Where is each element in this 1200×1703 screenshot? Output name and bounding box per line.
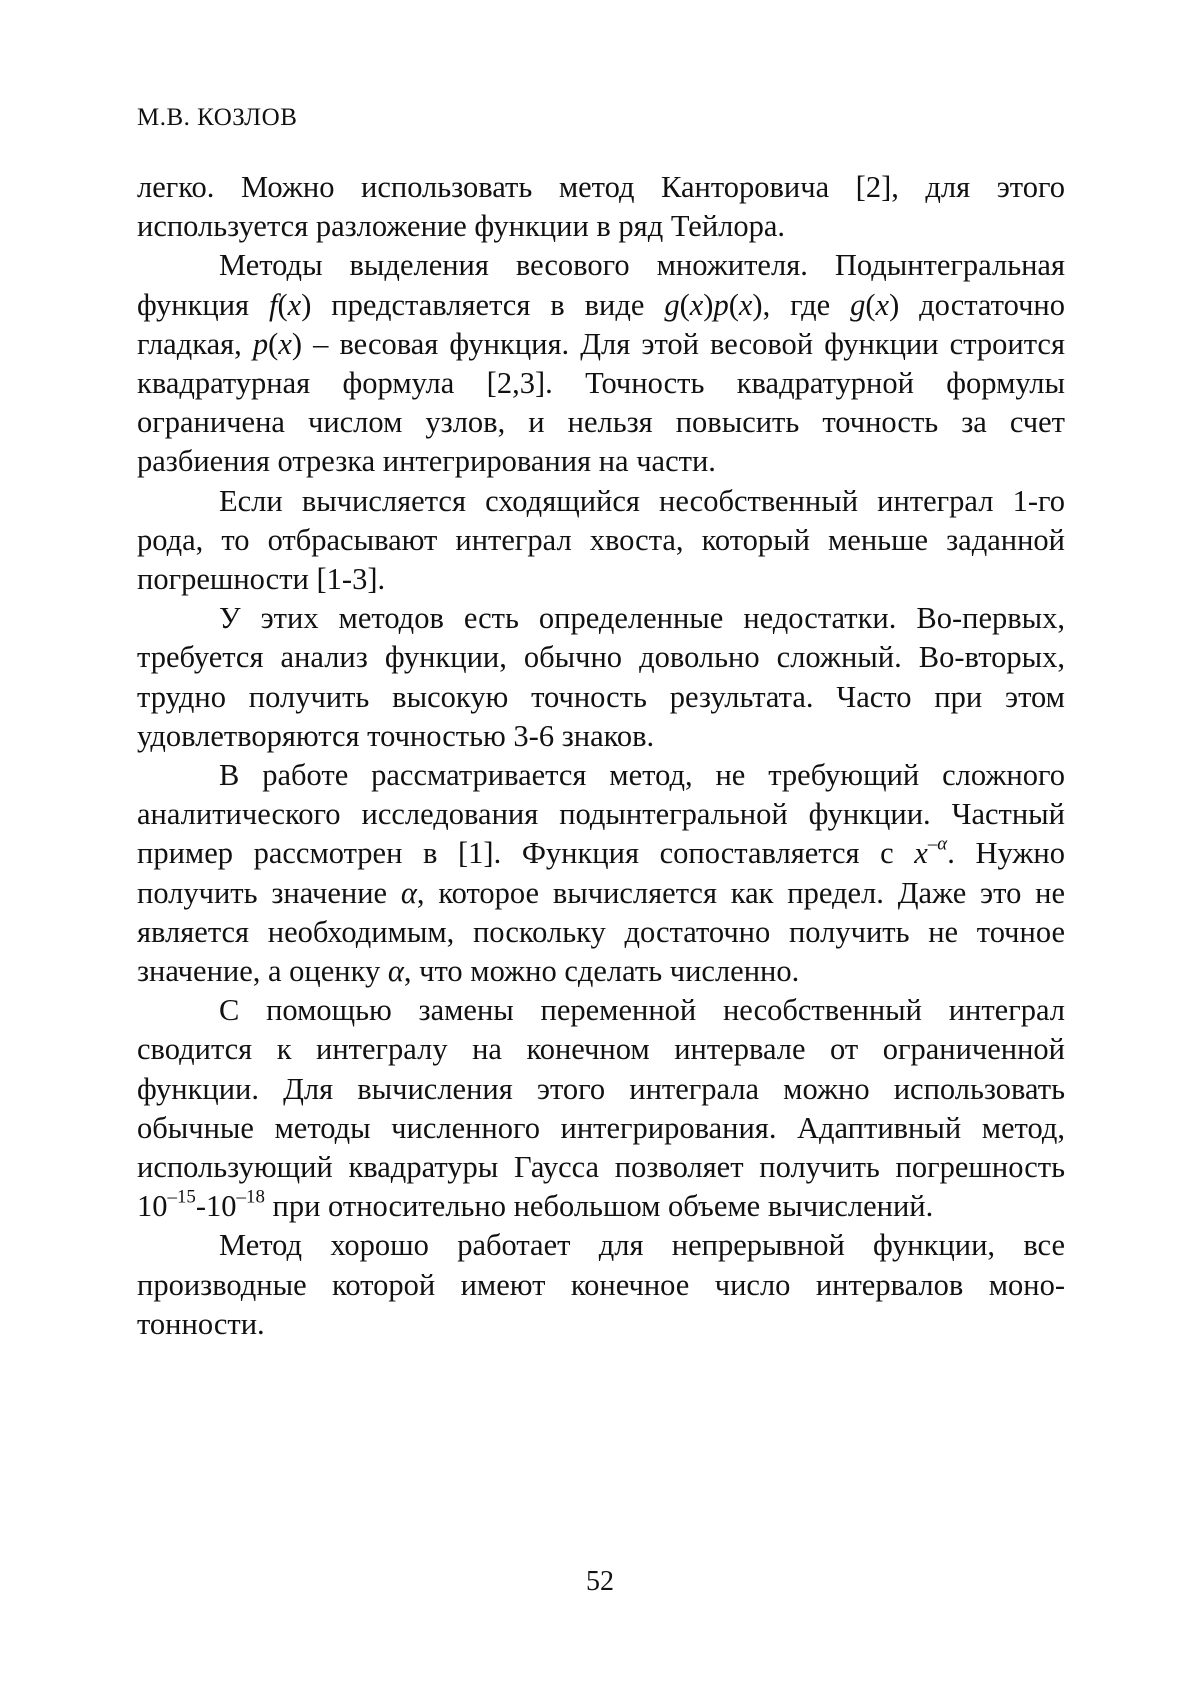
text-run: (: [865, 288, 875, 322]
text-run: С помощью замены переменной несобственный интеграл сводится к интегралу на конечном интервале от ограниченной функции. Для вычисления этого интеграла можно использо­вать обычные методы численного интегрирования. Адаптив­ный метод, использующий квадратуры Гаусса позволяет полу­чить погрешность 10: [137, 993, 1065, 1223]
math-var: x: [876, 288, 890, 322]
text-run: (: [680, 288, 690, 322]
paragraph-3: Если вычисляется сходящийся несобственный интеграл 1-го рода, то отбрасывают интеграл хвоста, который меньше заданной погрешности [1-3].: [137, 482, 1065, 600]
math-var: g: [850, 288, 865, 322]
text-run: (: [729, 288, 739, 322]
exponent-sign: –: [928, 834, 937, 855]
document-page: [0, 0, 1200, 1703]
text-run: (: [277, 288, 287, 322]
text-run: ), где: [752, 288, 850, 322]
paragraph-4: У этих методов есть определенные недостатки. Во-пер­вых, требуется анализ функции, обычно довольно сложный. Во-вторых, трудно получить высокую точность результата. Ча­сто при этом удовлетворяются точностью 3-6 знаков.: [137, 599, 1065, 756]
paragraph-1: легко. Можно использовать метод Канторовича [2], для этого используется разложение функции в ряд Тейлора.: [137, 168, 1065, 246]
body-text: [137, 168, 1065, 1344]
math-var: α: [401, 876, 417, 910]
text-run: . Нужно получить значение: [137, 836, 1065, 909]
paragraph-5: [137, 756, 1065, 991]
text-run: В работе рассматривается метод, не требующий сложного аналитического исследования подынтегральной функции. Частный пример рассмотрен в [1]. Функция сопоставляется с: [137, 758, 1065, 870]
text-run: Методы выделения весового множителя. Подынтеграль­ная функция: [137, 248, 1065, 321]
math-var: g: [664, 288, 679, 322]
paragraph-7: Метод хорошо работает для непрерывной функции, все производные которой имеют конечное число интервалов моно­тонности.: [137, 1226, 1065, 1344]
math-var: α: [388, 954, 404, 988]
text-run: , которое вычисляется как пре­дел. Даже это не является необходимым, поскольку достаточно получить не точное значение, а оценку: [137, 876, 1065, 988]
math-exponent: [928, 834, 947, 855]
text-run: , что можно сделать численно.: [404, 954, 799, 988]
math-var: x: [914, 836, 928, 870]
paragraph-6: [137, 991, 1065, 1226]
paragraph-2: [137, 246, 1065, 481]
math-var: α: [937, 834, 947, 855]
math-var: p: [713, 288, 728, 322]
text-run: -10: [196, 1189, 237, 1223]
text-run: ): [703, 288, 713, 322]
math-var: x: [739, 288, 753, 322]
math-var: f: [269, 288, 277, 322]
running-head-author: М.В. КОЗЛОВ: [137, 103, 297, 133]
math-var: x: [690, 288, 704, 322]
math-var: p: [253, 327, 268, 361]
text-run: ) – весовая функция. Для этой весовой функ­ции строится квадратурная формула [2,3]. Точность квадратур­ной формулы ограничена числом узлов, и нельзя повысить точ­ность за счет разбиения отрезка интегрирования на части.: [137, 327, 1065, 479]
math-exponent: –18: [237, 1187, 265, 1208]
math-exponent: –15: [168, 1187, 196, 1208]
math-var: x: [278, 327, 292, 361]
math-var: x: [288, 288, 302, 322]
text-run: ) доста­точно гладкая,: [137, 288, 1065, 361]
text-run: при относительно небольшом объеме вычислений.: [265, 1189, 933, 1223]
text-run: ) представляется в виде: [301, 288, 664, 322]
text-run: (: [268, 327, 278, 361]
page-number: 52: [0, 1565, 1200, 1599]
